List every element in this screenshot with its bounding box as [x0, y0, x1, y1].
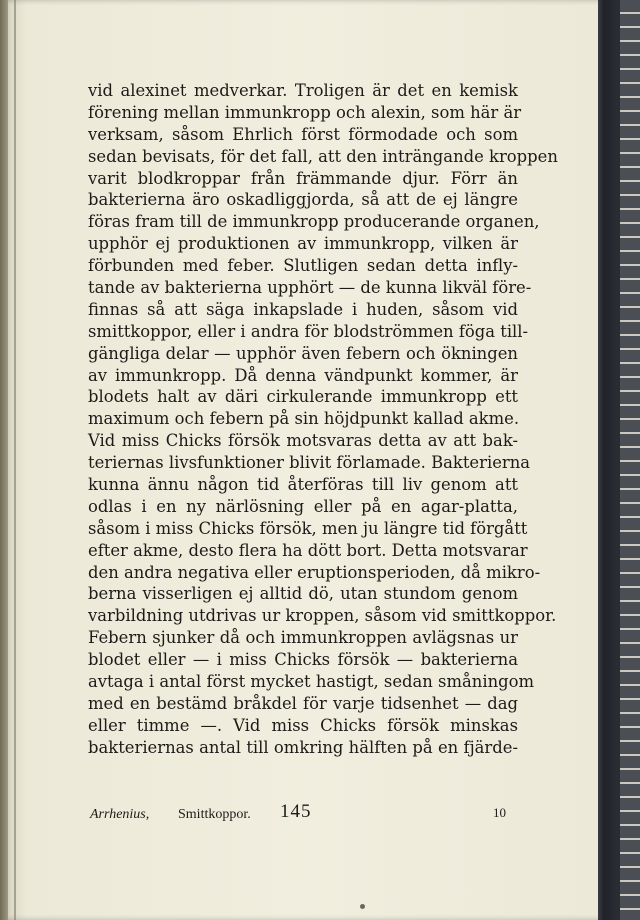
signature-mark: 10 [493, 805, 506, 820]
text-line: verksam, såsom Ehrlich först förmodade och som [88, 124, 518, 144]
text-line: varit blodkroppar från främmande djur. Förr än [88, 168, 518, 188]
text-line: med en bestämd bråkdel för varje tidsenhet — dag [88, 693, 518, 713]
text-line: sedan bevisats, för det fall, att den inträngande kroppen [88, 146, 558, 166]
text-line: gängliga delar — upphör även febern och ökningen [88, 343, 518, 363]
scale-ruler [620, 0, 640, 920]
text-line: bakteriernas antal till omkring hälften på en fjärde- [88, 737, 518, 757]
text-line: kunna ännu någon tid återföras till liv genom att [88, 475, 518, 495]
paper-speck [360, 904, 365, 909]
footer-author: Arrhenius, [90, 807, 150, 822]
footer-title: Smittkoppor. [178, 807, 251, 822]
text-line: vid alexinet medverkar. Troligen är det en kemisk [88, 81, 518, 100]
text-line: berna visserligen ej alltid dö, utan stundom genom [88, 584, 518, 604]
text-line: maximum och febern på sin höjdpunkt kallad akme. [88, 409, 520, 429]
text-line: varbildning utdrivas ur kroppen, såsom vid smittkoppor. [88, 606, 557, 626]
text-line: den andra negativa eller eruptionsperioden, då mikro- [88, 562, 541, 582]
text-line: blodet eller — i miss Chicks försök — bakterierna [88, 650, 518, 670]
text-line: föras fram till de immunkropp producerande organen, [88, 212, 540, 232]
page-fold-line [14, 0, 16, 920]
text-line: av immunkropp. Då denna vändpunkt kommer, är [88, 365, 518, 385]
book-page [8, 0, 612, 920]
text-line: efter akme, desto flera ha dött bort. Detta motsvarar [88, 540, 528, 560]
text-line: såsom i miss Chicks försök, men ju längre tid förgått [88, 518, 528, 538]
text-line: avtaga i antal först mycket hastigt, sedan småningom [88, 672, 535, 692]
text-line: eller timme —. Vid miss Chicks försök minskas [88, 715, 518, 735]
text-line: förbunden med feber. Slutligen sedan detta infly- [88, 256, 518, 276]
text-line: tande av bakterierna upphört — de kunna likväl före- [88, 278, 532, 298]
text-line: finnas så att säga inkapslade i huden, såsom vid [88, 299, 518, 319]
page-number: 145 [280, 801, 312, 822]
text-line: Febern sjunker då och immunkroppen avlägsnas ur [88, 628, 518, 648]
text-line: smittkoppor, eller i andra för blodströmmen föga till- [88, 321, 529, 341]
text-line: upphör ej produktionen av immunkropp, vilken är [88, 234, 518, 254]
text-line: förening mellan immunkropp och alexin, som här är [88, 102, 522, 122]
text-line: teriernas livsfunktioner blivit förlamade. Bakterierna [88, 453, 531, 473]
text-line: odlas i en ny närlösning eller på en agar-platta, [88, 496, 518, 516]
text-line: blodets halt av däri cirkulerande immunkropp ett [88, 387, 518, 407]
text-line: bakterierna äro oskadliggjorda, så att de ej längre [88, 190, 518, 210]
page-footer [90, 801, 506, 827]
text-line: Vid miss Chicks försök motsvaras detta av att bak- [88, 431, 518, 451]
body-text [88, 80, 558, 759]
